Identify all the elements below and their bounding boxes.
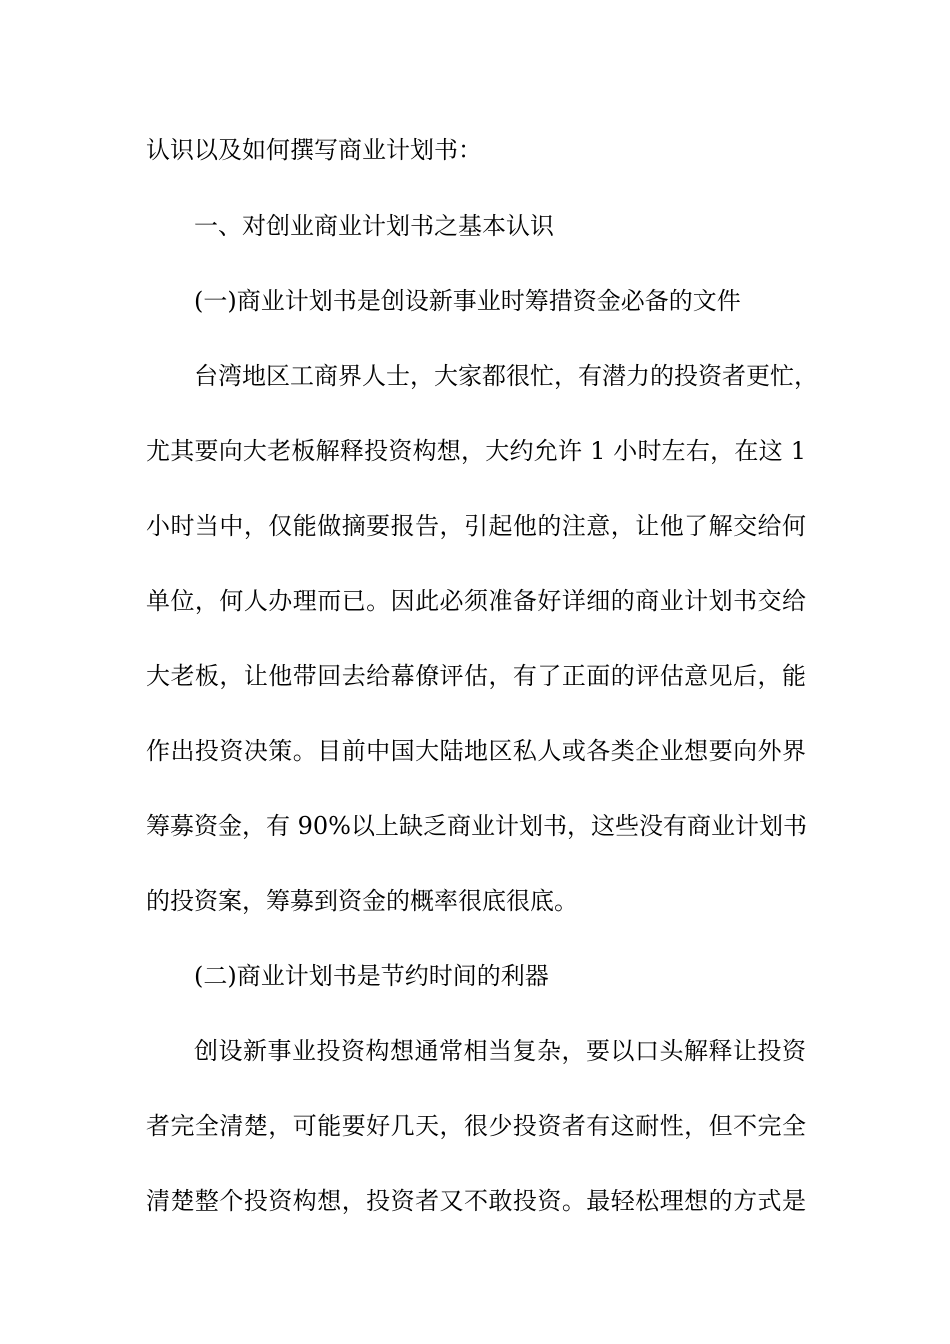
- paragraph-line: 创设新事业投资构想通常相当复杂，要以口头解释让投资: [194, 1037, 806, 1065]
- text-line-continuation: 认识以及如何撰写商业计划书：: [146, 136, 482, 164]
- paragraph-line: 尤其要向大老板解释投资构想，大约允许 1 小时左右，在这 1: [146, 437, 806, 465]
- paragraph-line: 小时当中，仅能做摘要报告，引起他的注意，让他了解交给何: [146, 512, 806, 540]
- paragraph-line: 台湾地区工商界人士，大家都很忙，有潜力的投资者更忙，: [194, 362, 818, 390]
- paragraph-line: 清楚整个投资构想，投资者又不敢投资。最轻松理想的方式是: [146, 1187, 806, 1215]
- paragraph-line: 单位，何人办理而已。因此必须准备好详细的商业计划书交给: [146, 587, 806, 615]
- paragraph-line: 筹募资金，有 90%以上缺乏商业计划书，这些没有商业计划书: [146, 812, 807, 840]
- section-heading: 一、对创业商业计划书之基本认识: [194, 212, 554, 240]
- paragraph-line: 作出投资决策。目前中国大陆地区私人或各类企业想要向外界: [146, 737, 806, 765]
- paragraph-last-line: 的投资案，筹募到资金的概率很底很底。: [146, 887, 578, 915]
- paragraph-line: 大老板，让他带回去给幕僚评估，有了正面的评估意见后，能: [146, 662, 806, 690]
- subsection-heading-1: (一)商业计划书是创设新事业时筹措资金必备的文件: [194, 287, 741, 315]
- subsection-heading-2: (二)商业计划书是节约时间的利器: [194, 962, 549, 990]
- paragraph-line: 者完全清楚，可能要好几天，很少投资者有这耐性，但不完全: [146, 1112, 806, 1140]
